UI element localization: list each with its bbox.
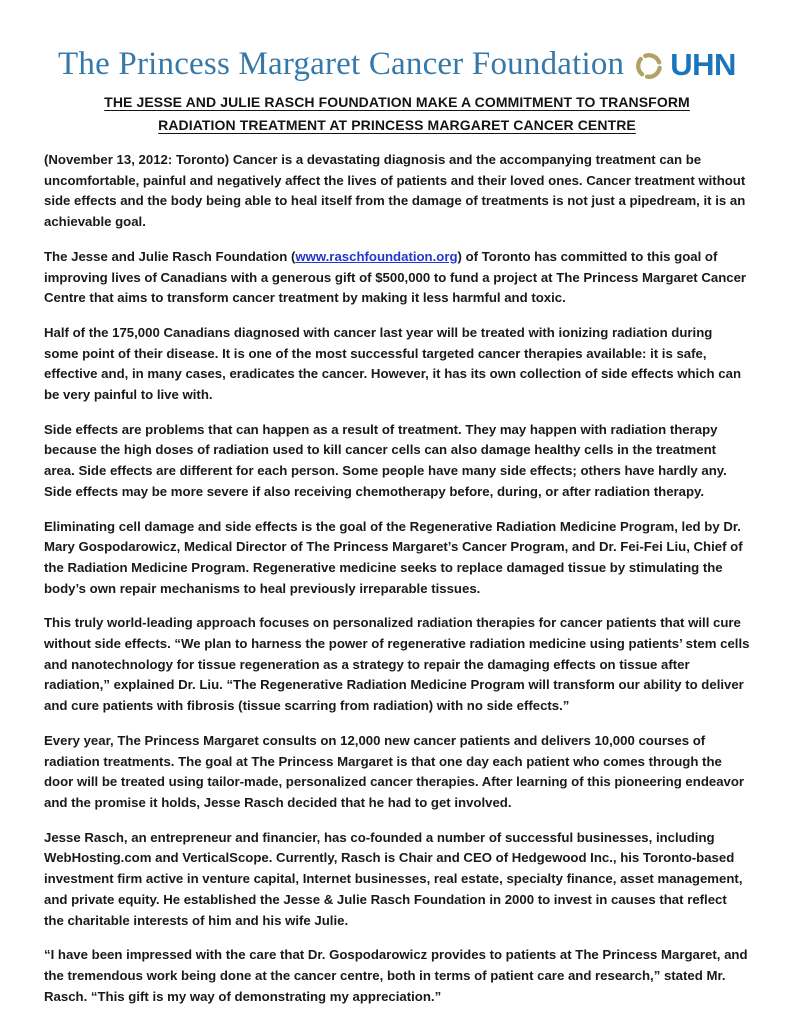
- rasch-foundation-link[interactable]: www.raschfoundation.org: [295, 248, 458, 264]
- paragraph-text: Half of the 175,000 Canadians diagnosed with cancer last year will be treated with ionizing radiation during some point of their disease. It is one of the most successful targeted cancer therapies available: it is safe, effective and, in many cases, eradicates the cancer. However, it has its own collection of side effects which can be very painful to live with.: [44, 324, 741, 403]
- paragraph: [44, 323, 750, 406]
- masthead: [44, 46, 750, 83]
- uhn-swirl-icon: [634, 51, 664, 81]
- paragraph-text: Side effects are problems that can happen as a result of treatment. They may happen with radiation therapy because the high doses of radiation used to kill cancer cells can also damage healthy cells in the treatment area. Side effects are different for each person. Some people have many side effects; others have hardly any. Side effects may be more severe if also receiving chemotherapy before, during, or after radiation therapy.: [44, 421, 727, 499]
- paragraph: [44, 150, 750, 233]
- paragraph-text: (November 13, 2012: Toronto) Cancer is a devastating diagnosis and the accompanying treatment can be uncomfortable, painful and negatively affect the lives of patients and their loved ones. Cancer treatment without side effects and the body being able to heal itself from the damage of treatments is not just a pipedream, it is an achievable goal.: [44, 152, 746, 230]
- press-release-body: [44, 150, 750, 1007]
- paragraph-text: This truly world-leading approach focuses on personalized radiation therapies for cancer patients that will cure without side effects. “We plan to harness the power of regenerative radiation medicine using patients’ stem cells and nanotechnology for tissue regeneration as a strategy to repair the damaging effects on tissue after radiation,” explained Dr. Liu. “The Regenerative Radiation Medicine Program will transform our ability to deliver and cure patients with fibrosis (tissue scarring from radiation) with no side effects.”: [44, 615, 750, 714]
- paragraph-text: Eliminating cell damage and side effects is the goal of the Regenerative Radiation Medicine Program, led by Dr. Mary Gospodarowicz, Medical Director of The Princess Margaret’s Cancer Program, and Dr. Fei-Fei Liu, Chief of the Radiation Medicine Program. Regenerative medicine seeks to replace damaged tissue by stimulating the body’s own repair mechanisms to heal previously irreparable tissues.: [44, 518, 743, 596]
- paragraph: [44, 420, 750, 503]
- paragraph: [44, 517, 750, 600]
- paragraph-text: ) of Toronto has committed to this goal of improving lives of Canadians with a generous gift of $500,000 to fund a project at The Princess Margaret Cancer Centre that aims to transform cancer treatment by making it less harmful and toxic.: [44, 248, 747, 306]
- paragraph: [44, 945, 750, 1007]
- headline-line-2: RADIATION TREATMENT AT PRINCESS MARGARET CANCER CENTRE: [158, 116, 636, 133]
- paragraph-text: “I have been impressed with the care that Dr. Gospodarowicz provides to patients at The Princess Margaret, and the tremendous work being done at the cancer centre, both in terms of patient care and research,” stated Mr. Rasch. “This gift is my way of demonstrating my appreciation.”: [44, 947, 748, 1004]
- paragraph-text: Jesse Rasch, an entrepreneur and financier, has co-founded a number of successful businesses, including WebHosting.com and VerticalScope. Currently, Rasch is Chair and CEO of Hedgewood Inc., his Toronto-based investment firm active in venture capital, Internet businesses, real estate, specialty finance, asset management, and private equity. He established the Jesse & Julie Rasch Foundation in 2000 to invest in causes that reflect the charitable interests of him and his wife Julie.: [44, 829, 743, 928]
- headline: [44, 91, 750, 136]
- paragraph: [44, 731, 750, 814]
- paragraph: [44, 247, 750, 309]
- headline-line-1: THE JESSE AND JULIE RASCH FOUNDATION MAKE A COMMITMENT TO TRANSFORM: [104, 94, 690, 110]
- paragraph-text: The Jesse and Julie Rasch Foundation (: [44, 248, 296, 264]
- paragraph-text: Every year, The Princess Margaret consults on 12,000 new cancer patients and delivers 10,000 courses of radiation treatments. The goal at The Princess Margaret is that one day each patient who comes through the door will be treated using tailor-made, personalized cancer therapies. After learning of this pioneering endeavor and the promise it holds, Jesse Rasch decided that he had to get involved.: [44, 732, 745, 810]
- paragraph: [44, 613, 750, 717]
- foundation-logo-text: The Princess Margaret Cancer Foundation: [58, 46, 625, 82]
- uhn-logo-text: UHN: [670, 46, 736, 82]
- paragraph: [44, 828, 750, 932]
